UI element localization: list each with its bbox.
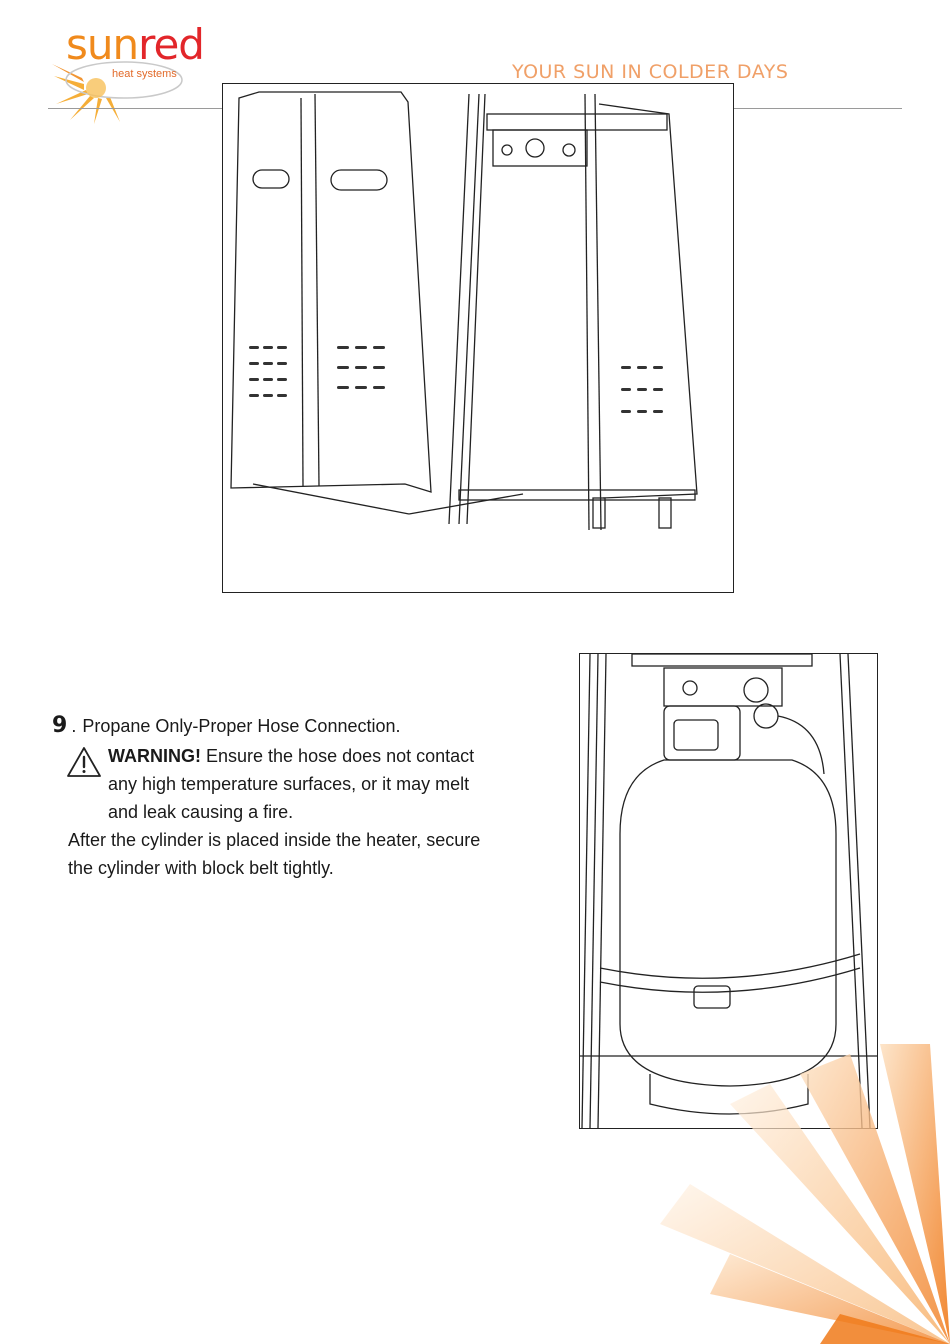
- vent-slot: [337, 346, 349, 349]
- vent-slot: [263, 346, 273, 349]
- belt-buckle: [694, 986, 730, 1008]
- foot: [659, 498, 671, 528]
- door-handle-slot: [253, 170, 289, 188]
- control-knob: [526, 139, 544, 157]
- side-panel: [599, 104, 697, 498]
- top-bracket: [487, 114, 667, 130]
- step-title-line: [52, 712, 492, 740]
- step-title: Propane Only-Proper Hose Connection.: [82, 716, 401, 736]
- control-box: [664, 668, 782, 706]
- vent-slot: [621, 366, 631, 369]
- vent-slot: [637, 410, 647, 413]
- vent-slot: [621, 388, 631, 391]
- instruction-after-line-2: the cylinder with block belt tightly.: [68, 858, 334, 878]
- gas-hose: [778, 716, 824, 774]
- vent-slot: [637, 366, 647, 369]
- vent-slot: [653, 366, 663, 369]
- vent-slot: [249, 346, 259, 349]
- vent-slot: [355, 366, 367, 369]
- vent-slot: [277, 362, 287, 365]
- warning-triangle-icon: [66, 746, 102, 778]
- vent-slot: [373, 346, 385, 349]
- vent-slot: [277, 378, 287, 381]
- gas-fitting: [563, 144, 575, 156]
- vent-slot: [249, 394, 259, 397]
- vent-slot: [337, 386, 349, 389]
- igniter-button: [502, 145, 512, 155]
- vent-slot: [373, 366, 385, 369]
- logo-subtitle: heat systems: [112, 68, 177, 80]
- logo-wordmark: sunred: [66, 20, 204, 69]
- warning-text: Ensure the hose does not contact any high temperature surfaces, or it may melt and leak causing a fire.: [108, 746, 475, 822]
- decorative-sun-rays: [620, 1044, 950, 1344]
- step-dot: .: [71, 716, 77, 736]
- instruction-step: [52, 712, 492, 882]
- instruction-after-line-1: After the cylinder is placed inside the heater, secure: [68, 830, 481, 850]
- heater-panel-drawing: [223, 84, 733, 592]
- top-bracket: [632, 654, 812, 666]
- vent-slot: [337, 366, 349, 369]
- step-number: 9: [52, 713, 68, 738]
- cylinder-collar: [664, 706, 740, 760]
- door-panel: [231, 92, 431, 492]
- vent-slot: [263, 378, 273, 381]
- vent-slot: [263, 362, 273, 365]
- vent-slot: [373, 386, 385, 389]
- control-box: [493, 130, 587, 166]
- block-belt: [600, 954, 860, 978]
- foot: [593, 498, 605, 528]
- vent-slot: [263, 394, 273, 397]
- door-handle-slot: [331, 170, 387, 190]
- cylinder-body: [620, 760, 836, 1086]
- vent-slot: [277, 394, 287, 397]
- vent-slot: [637, 388, 647, 391]
- warning-label: WARNING!: [108, 746, 201, 766]
- vent-slot: [355, 386, 367, 389]
- vent-slot: [355, 346, 367, 349]
- heater-panel-assembly-figure: [222, 83, 734, 593]
- collar-handle: [674, 720, 718, 750]
- vent-slot: [249, 362, 259, 365]
- vent-slot: [653, 388, 663, 391]
- warning-block: [52, 742, 492, 826]
- regulator: [754, 704, 778, 728]
- vent-slot: [653, 410, 663, 413]
- vent-slot: [277, 346, 287, 349]
- tagline: YOUR SUN IN COLDER DAYS: [512, 61, 789, 83]
- vent-slot: [621, 410, 631, 413]
- control-knob: [744, 678, 768, 702]
- igniter-button: [683, 681, 697, 695]
- vent-slot: [249, 378, 259, 381]
